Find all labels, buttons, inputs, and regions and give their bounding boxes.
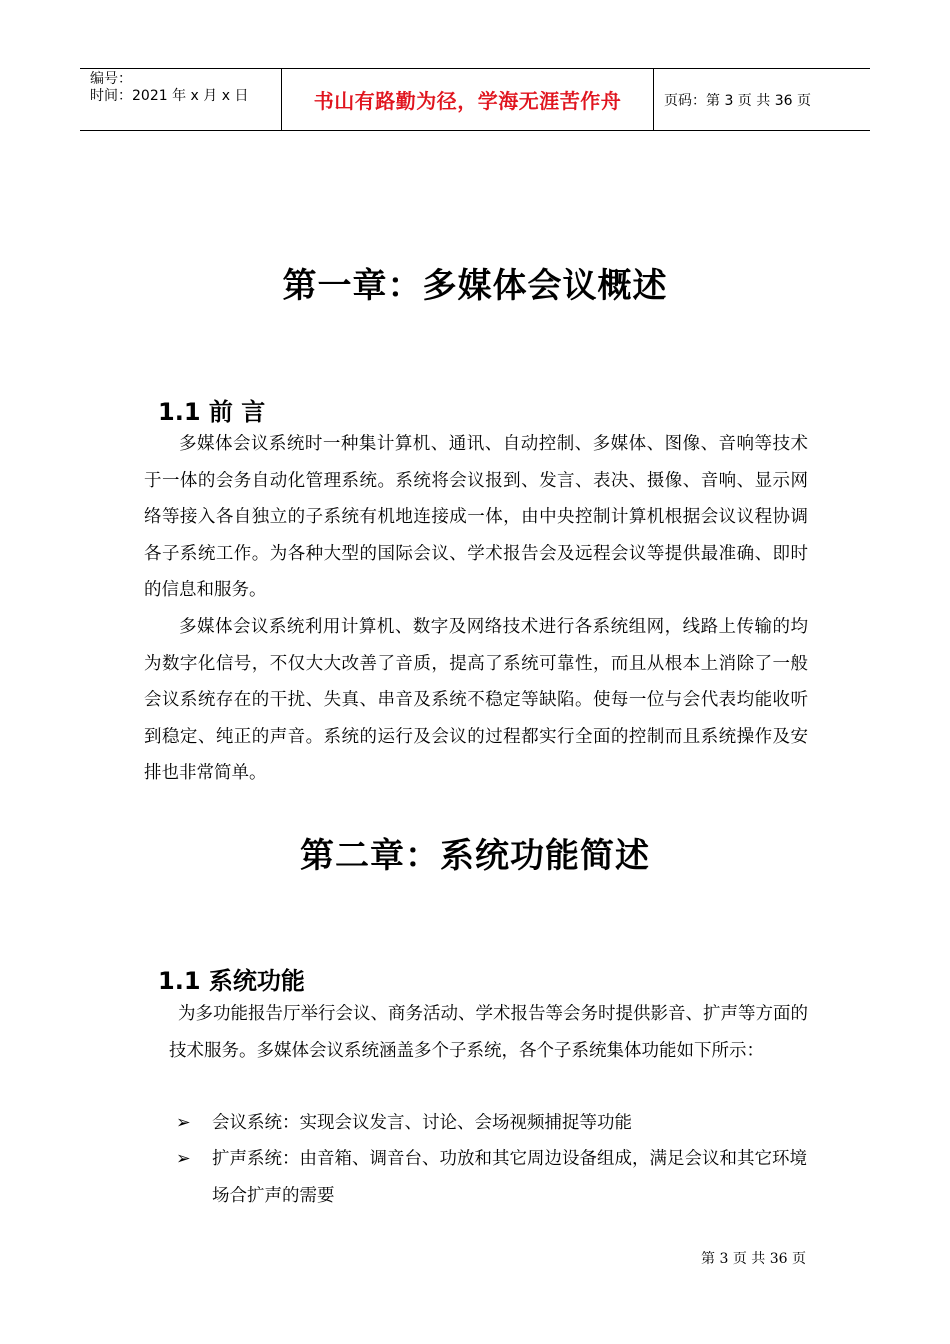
bullet-text: 扩声系统：由音箱、调音台、功放和其它周边设备组成，满足会议和其它环境场合扩声的需要: [212, 1149, 807, 1206]
section-preface-title: 1.1 前 言: [158, 398, 266, 426]
list-item: [176, 1105, 808, 1142]
bullet-arrow-icon: ➢: [176, 1149, 191, 1169]
section-function-title: 1.1 系统功能: [158, 967, 305, 995]
header-time-label: 时间：2021 年 x 月 x 日: [90, 88, 249, 104]
list-item: [176, 1141, 808, 1214]
page-header: [80, 68, 870, 131]
header-motto-cell: [281, 69, 654, 130]
header-page-info: 页码：第 3 页 共 36 页: [664, 92, 811, 109]
chapter1-title: 第一章：多媒体会议概述: [282, 266, 668, 306]
chapter2-title: 第二章：系统功能简述: [300, 836, 650, 876]
page-footer: 第 3 页 共 36 页: [701, 1251, 806, 1267]
header-motto: 书山有路勤为径，学海无涯苦作舟: [313, 89, 622, 113]
preface-paragraph-1: 多媒体会议系统时一种集计算机、通讯、自动控制、多媒体、图像、音响等技术于一体的会务自动化管理系统。系统将会议报到、发言、表决、摄像、音响、显示网络等接入各自独立的子系统有机地连接成一体，由中央控制计算机根据会议议程协调各子系统工作。为各种大型的国际会议、学术报告会及远程会议等提供最准确、即时的信息和服务。: [144, 434, 808, 600]
bullet-arrow-icon: ➢: [176, 1113, 191, 1133]
header-meta: [80, 69, 281, 130]
header-number-label: 编号：: [90, 71, 132, 87]
function-intro-paragraph: 为多功能报告厅举行会议、商务活动、学术报告等会务时提供影音、扩声等方面的技术服务。多媒体会议系统涵盖多个子系统，各个子系统集体功能如下所示：: [169, 1004, 808, 1061]
bullet-text: 会议系统：实现会议发言、讨论、会场视频捕捉等功能: [212, 1113, 632, 1133]
preface-paragraph-2: 多媒体会议系统利用计算机、数字及网络技术进行各系统组网，线路上传输的均为数字化信号，不仅大大改善了音质，提高了系统可靠性，而且从根本上消除了一般会议系统存在的干扰、失真、串音及系统不稳定等缺陷。使每一位与会代表均能收听到稳定、纯正的声音。系统的运行及会议的过程都实行全面的控制而且系统操作及安排也非常简单。: [144, 617, 808, 783]
